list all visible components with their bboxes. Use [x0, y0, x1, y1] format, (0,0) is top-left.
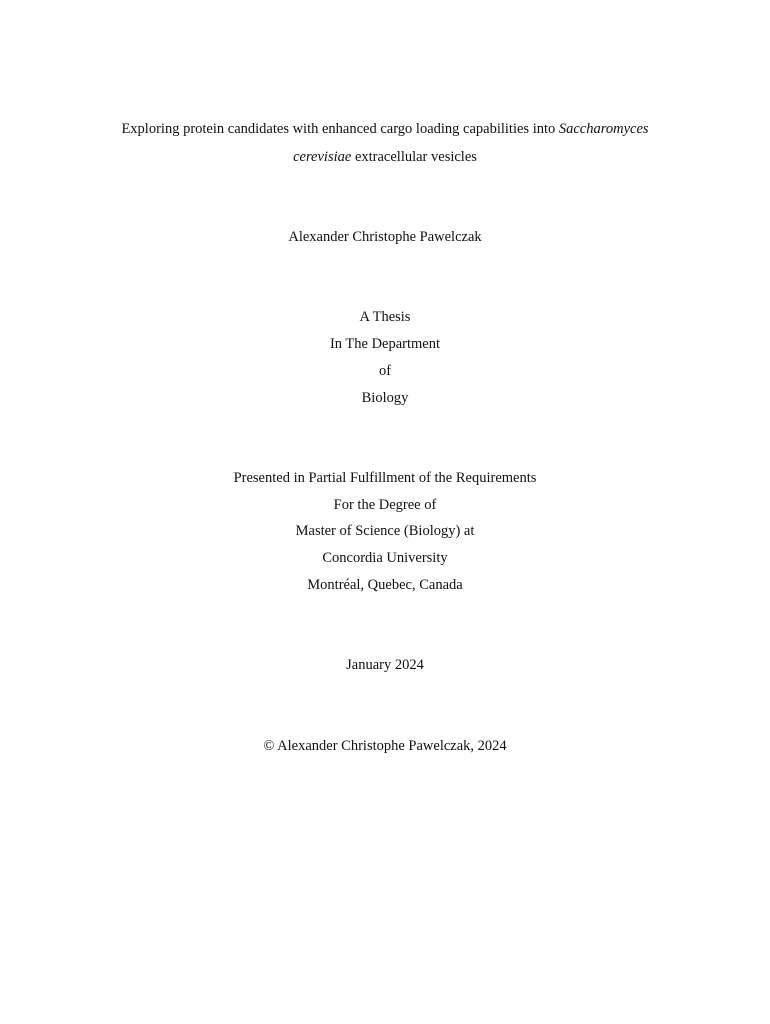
title-line-2 — [0, 148, 770, 166]
degree-name: Master of Science (Biology) at — [295, 523, 475, 539]
author-name: Alexander Christophe Pawelczak — [288, 229, 482, 245]
department-name: Biology — [361, 390, 409, 406]
department-label: In The Department — [329, 336, 441, 352]
title-text: Exploring protein candidates with enhanced cargo loading capabilities into — [121, 121, 556, 137]
title-text-end: extracellular vesicles — [354, 149, 477, 165]
copyright-notice: © Alexander Christophe Pawelczak, 2024 — [263, 738, 507, 754]
university-name: Concordia University — [322, 550, 448, 566]
title-species-genus: Saccharomyces — [558, 121, 649, 137]
location: Montréal, Quebec, Canada — [307, 577, 463, 593]
of-label: of — [378, 363, 392, 379]
fulfillment-line: Presented in Partial Fulfillment of the Requirements — [233, 470, 537, 486]
thesis-label: A Thesis — [359, 309, 411, 325]
degree-label: For the Degree of — [333, 497, 437, 513]
submission-date: January 2024 — [346, 657, 424, 673]
title-species-epithet: cerevisiae — [293, 149, 352, 165]
title-line-1 — [0, 120, 770, 138]
